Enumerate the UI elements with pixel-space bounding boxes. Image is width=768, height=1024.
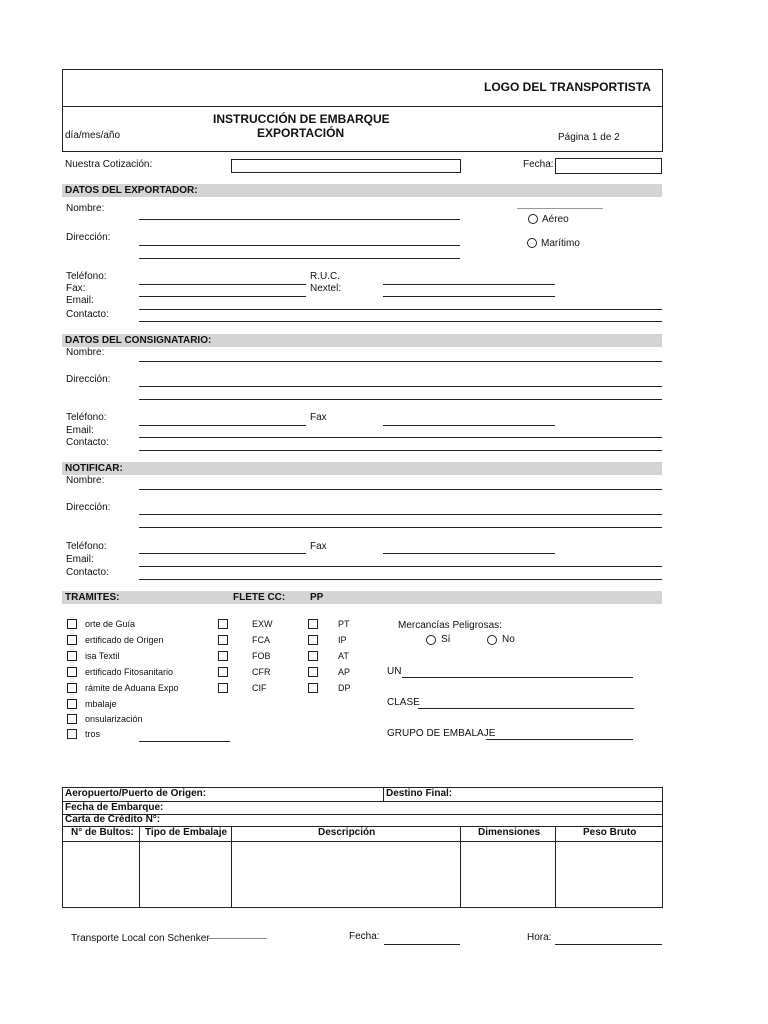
dangerous-yes-label: Sí xyxy=(441,634,451,645)
un-field[interactable] xyxy=(402,677,633,678)
procedure-checkbox[interactable] xyxy=(67,667,77,677)
form-title-line1: INSTRUCCIÓN DE EMBARQUE xyxy=(213,112,390,126)
procedure-item-label: ertificado de Origen xyxy=(85,635,164,645)
incoterm-checkbox[interactable] xyxy=(218,651,228,661)
procedure-checkbox[interactable] xyxy=(67,683,77,693)
sea-radio[interactable] xyxy=(527,238,537,248)
notify-name-field[interactable] xyxy=(139,489,662,490)
col-header-dimensions: Dimensiones xyxy=(478,827,541,838)
quote-label: Nuestra Cotización: xyxy=(65,159,153,170)
air-radio[interactable] xyxy=(528,214,538,224)
mode-divider xyxy=(517,208,603,209)
table-col-divider xyxy=(383,787,384,801)
dangerous-no-label: No xyxy=(502,634,515,645)
footer-date-label: Fecha: xyxy=(349,931,380,942)
notify-fax-field[interactable] xyxy=(383,553,555,554)
air-label: Aéreo xyxy=(542,214,569,225)
footer-time-field[interactable] xyxy=(555,944,662,945)
notify-fax-label: Fax xyxy=(310,541,327,552)
un-label: UN xyxy=(387,666,402,677)
procedure-checkbox[interactable] xyxy=(67,619,77,629)
pp-code-label: IP xyxy=(338,635,347,645)
pp-code-label: AT xyxy=(338,651,349,661)
procedure-item-label: mbalaje xyxy=(85,699,117,709)
notify-contact-field[interactable] xyxy=(139,579,662,580)
exporter-fax-field[interactable] xyxy=(139,296,306,297)
procedure-checkbox[interactable] xyxy=(67,699,77,709)
incoterm-checkbox[interactable] xyxy=(218,683,228,693)
exporter-section-title: DATOS DEL EXPORTADOR: xyxy=(65,185,198,196)
origin-label: Aeropuerto/Puerto de Origen: xyxy=(65,788,207,799)
procedure-item-label: ertificado Fitosanitario xyxy=(85,667,174,677)
nextel-field[interactable] xyxy=(383,296,555,297)
packing-group-label: GRUPO DE EMBALAJE xyxy=(387,728,496,739)
consignee-contact-field[interactable] xyxy=(139,450,662,451)
dangerous-goods-label: Mercancías Peligrosas: xyxy=(398,620,502,631)
incoterm-label: FCA xyxy=(252,635,270,645)
exporter-address-label: Dirección: xyxy=(66,232,111,243)
notify-email-field[interactable] xyxy=(139,566,662,567)
consignee-fax-field[interactable] xyxy=(383,425,555,426)
flete-cc-title: FLETE CC: xyxy=(233,592,286,603)
local-transport-field[interactable] xyxy=(207,938,267,939)
notify-name-label: Nombre: xyxy=(66,475,105,486)
consignee-address-field-2[interactable] xyxy=(139,399,662,400)
consignee-email-field[interactable] xyxy=(139,437,662,438)
incoterm-checkbox[interactable] xyxy=(218,619,228,629)
procedure-item-label: orte de Guía xyxy=(85,619,136,629)
pp-checkbox[interactable] xyxy=(308,619,318,629)
procedures-section-header xyxy=(62,591,662,604)
col-header-description: Descripción xyxy=(318,827,376,838)
procedure-item-label: rámite de Aduana Expo xyxy=(85,683,179,693)
exporter-email-label: Email: xyxy=(66,295,94,306)
page-number: Página 1 de 2 xyxy=(558,132,620,143)
quote-date-label: Fecha: xyxy=(523,159,554,170)
ship-date-label: Fecha de Embarque: xyxy=(65,802,164,813)
incoterm-label: EXW xyxy=(252,619,273,629)
exporter-contact-label: Contacto: xyxy=(66,309,109,320)
nextel-label: Nextel: xyxy=(310,283,342,294)
class-field[interactable] xyxy=(418,708,634,709)
dangerous-no-radio[interactable] xyxy=(487,635,497,645)
col-header-packages: N° de Bultos: xyxy=(71,827,134,838)
exporter-name-label: Nombre: xyxy=(66,203,105,214)
notify-contact-label: Contacto: xyxy=(66,567,109,578)
exporter-section-header xyxy=(62,184,662,197)
pp-checkbox[interactable] xyxy=(308,635,318,645)
footer-date-field[interactable] xyxy=(384,944,460,945)
col-header-packing-type: Tipo de Embalaje xyxy=(145,827,228,838)
date-format-label: día/mes/año xyxy=(65,130,121,141)
quote-input[interactable] xyxy=(231,159,461,173)
notify-address-field-1[interactable] xyxy=(139,514,662,515)
pp-checkbox[interactable] xyxy=(308,651,318,661)
consignee-name-label: Nombre: xyxy=(66,347,105,358)
col-header-gross-weight: Peso Bruto xyxy=(583,827,637,838)
consignee-phone-label: Teléfono: xyxy=(66,412,107,423)
procedure-checkbox[interactable] xyxy=(67,635,77,645)
class-label: CLASE xyxy=(387,697,420,708)
quote-date-input[interactable] xyxy=(555,158,662,174)
exporter-phone-label: Teléfono: xyxy=(66,271,107,282)
consignee-address-label: Dirección: xyxy=(66,374,111,385)
credit-letter-label: Carta de Crédito N°: xyxy=(65,814,161,825)
dimensions-cell[interactable] xyxy=(461,842,555,907)
notify-section-header xyxy=(62,462,662,475)
packing-group-field[interactable] xyxy=(486,739,633,740)
pp-title: PP xyxy=(310,592,324,603)
procedures-section-title: TRAMITES: xyxy=(65,592,120,603)
notify-phone-label: Teléfono: xyxy=(66,541,107,552)
notify-address-field-2[interactable] xyxy=(139,527,662,528)
pp-code-label: DP xyxy=(338,683,351,693)
incoterm-label: CIF xyxy=(252,683,267,693)
pp-code-label: AP xyxy=(338,667,351,677)
packages-cell[interactable] xyxy=(63,842,139,907)
dangerous-yes-radio[interactable] xyxy=(426,635,436,645)
incoterm-checkbox[interactable] xyxy=(218,635,228,645)
consignee-fax-label: Fax xyxy=(310,412,327,423)
consignee-name-field[interactable] xyxy=(139,361,662,362)
notify-address-label: Dirección: xyxy=(66,502,111,513)
consignee-email-label: Email: xyxy=(66,425,94,436)
exporter-contact-field[interactable] xyxy=(139,321,662,322)
procedure-checkbox[interactable] xyxy=(67,714,77,724)
consignee-address-field-1[interactable] xyxy=(139,386,662,387)
gross-weight-cell[interactable] xyxy=(556,842,662,907)
exporter-address-field-1[interactable] xyxy=(139,245,460,246)
consignee-phone-field[interactable] xyxy=(139,425,306,426)
logo-placeholder: LOGO DEL TRANSPORTISTA xyxy=(484,80,651,94)
procedure-checkbox[interactable] xyxy=(67,651,77,661)
other-procedure-field[interactable] xyxy=(139,741,230,742)
notify-section-title: NOTIFICAR: xyxy=(65,463,123,474)
exporter-address-field-2[interactable] xyxy=(139,258,460,259)
destination-label: Destino Final: xyxy=(386,788,453,799)
procedure-item-label: tros xyxy=(85,729,101,739)
ruc-field[interactable] xyxy=(383,284,555,285)
packing-type-cell[interactable] xyxy=(140,842,231,907)
pp-checkbox[interactable] xyxy=(308,683,318,693)
incoterm-checkbox[interactable] xyxy=(218,667,228,677)
incoterm-label: FOB xyxy=(252,651,271,661)
form-title-line2: EXPORTACIÓN xyxy=(257,126,345,140)
procedure-item-label: isa Textil xyxy=(85,651,120,661)
consignee-contact-label: Contacto: xyxy=(66,437,109,448)
procedure-checkbox[interactable] xyxy=(67,729,77,739)
exporter-fax-label: Fax: xyxy=(66,283,86,294)
pp-code-label: PT xyxy=(338,619,350,629)
notify-email-label: Email: xyxy=(66,554,94,565)
consignee-section-header xyxy=(62,334,662,347)
consignee-section-title: DATOS DEL CONSIGNATARIO: xyxy=(65,335,212,346)
incoterm-label: CFR xyxy=(252,667,271,677)
exporter-name-field[interactable] xyxy=(139,219,460,220)
header-divider xyxy=(62,106,663,107)
exporter-phone-field[interactable] xyxy=(139,284,306,285)
procedure-item-label: onsularización xyxy=(85,714,143,724)
exporter-email-field[interactable] xyxy=(139,309,662,310)
description-cell[interactable] xyxy=(232,842,460,907)
ruc-label: R.U.C. xyxy=(310,271,340,282)
notify-phone-field[interactable] xyxy=(139,553,306,554)
footer-time-label: Hora: xyxy=(527,932,552,943)
sea-label: Marítimo xyxy=(541,238,580,249)
local-transport-label: Transporte Local con Schenker xyxy=(71,933,210,944)
pp-checkbox[interactable] xyxy=(308,667,318,677)
